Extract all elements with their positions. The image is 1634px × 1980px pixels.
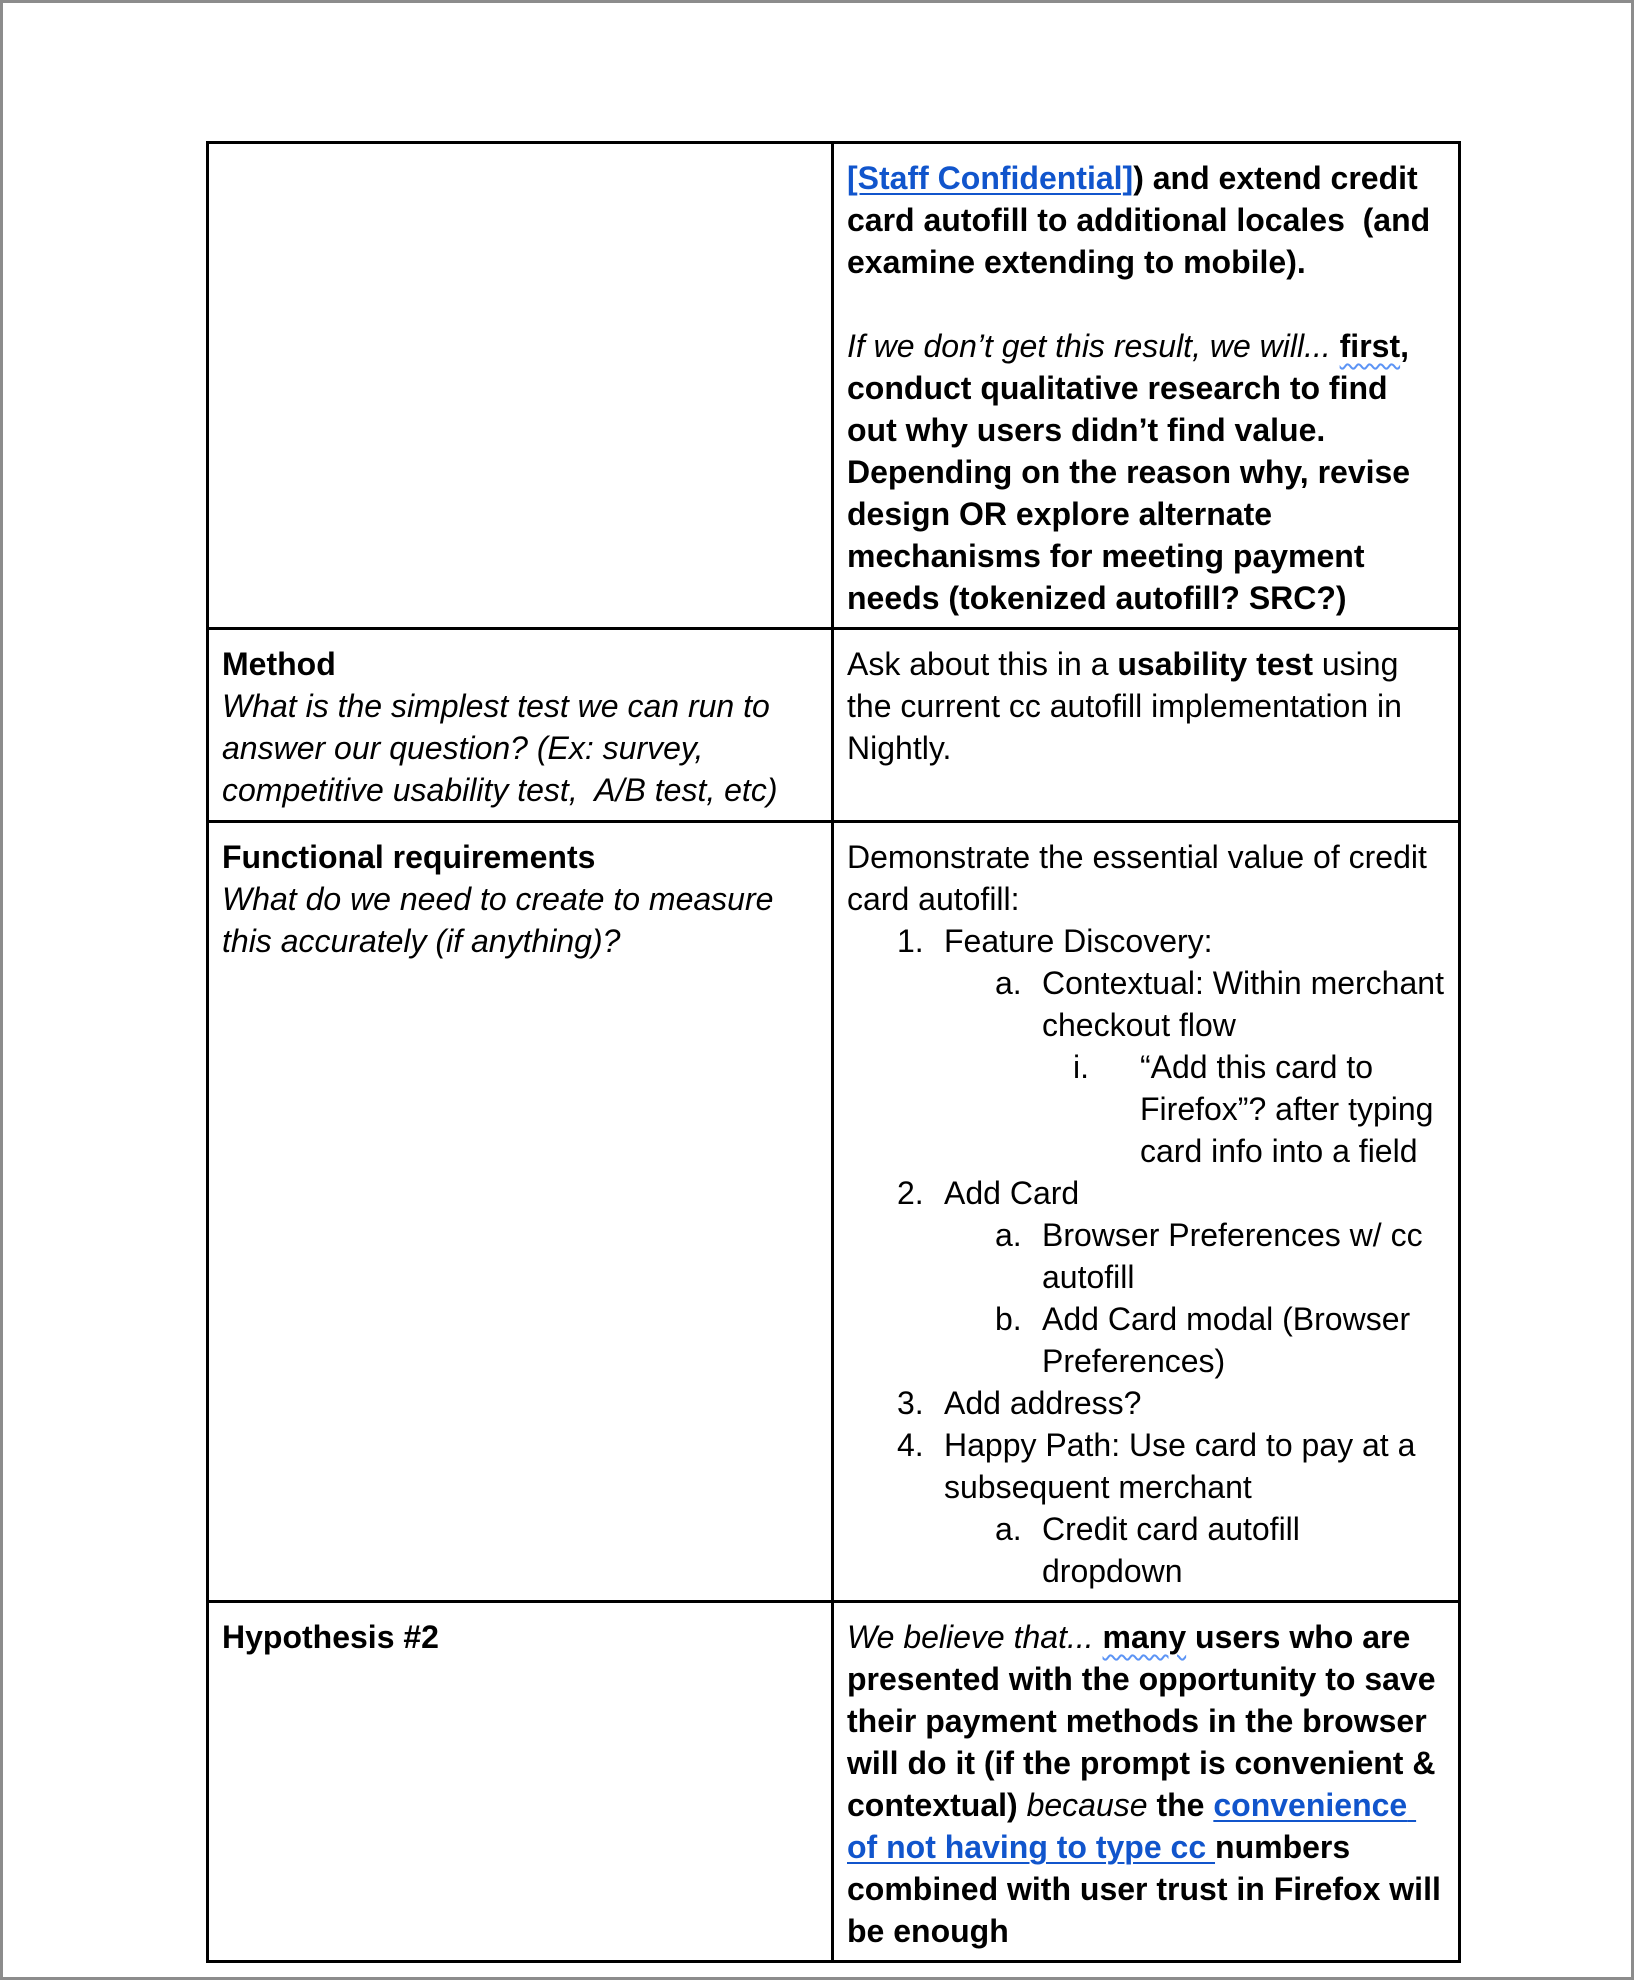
hypothesis2-reason-text: numbers combined with user trust in Firefox will be enough — [847, 1829, 1450, 1949]
method-title: Method — [222, 646, 336, 682]
hypothesis2-value-cell — [833, 1602, 1460, 1962]
table-row-method — [208, 629, 1460, 822]
list-item — [847, 1298, 1444, 1382]
list-item-text: Browser Preferences w/ cc autofill — [1042, 1217, 1432, 1295]
hypothesis2-statement-paragraph — [847, 1616, 1450, 1952]
method-description: What is the simplest test we can run to answer our question? (Ex: survey, competitive usability test, A/B test, etc) — [222, 688, 779, 808]
list-marker: 2. — [897, 1175, 924, 1211]
hypothesis2-the-text: the — [1147, 1787, 1214, 1823]
list-marker: b. — [995, 1301, 1022, 1337]
method-answer-post: using the current cc autofill implementation in Nightly. — [847, 646, 1411, 766]
hypothesis-table — [206, 141, 1461, 1963]
requirements-intro: Demonstrate the essential value of credit card autofill: — [847, 839, 1436, 917]
list-item-text: Happy Path: Use card to pay at a subsequent merchant — [944, 1427, 1425, 1505]
list-item-text: Add address? — [944, 1385, 1142, 1421]
hypothesis1-result-text: ) and extend credit card autofill to additional locales (and examine extending to mobile). — [847, 160, 1440, 280]
list-item — [847, 1508, 1444, 1592]
blank-line — [847, 283, 1444, 325]
list-marker: i. — [1073, 1049, 1089, 1085]
functional-requirements-value-cell — [833, 822, 1460, 1602]
list-marker: a. — [995, 1511, 1022, 1547]
list-item-text: “Add this card to Firefox”? after typing card info into a field — [1140, 1049, 1443, 1169]
functional-requirements-title: Functional requirements — [222, 839, 596, 875]
list-item — [847, 1214, 1444, 1298]
misspelled-word-first: first — [1339, 328, 1401, 364]
table-row-functional-requirements — [208, 822, 1460, 1602]
list-marker: a. — [995, 965, 1022, 1001]
fallback-plan-text: , conduct qualitative research to find out why users didn’t find value. Depending on the reason why, revise design OR explore alternate mechanisms for meeting payment needs (tokenized autofill? SRC?) — [847, 328, 1419, 616]
row1-left-cell-empty — [208, 143, 833, 629]
we-believe-that-prompt-text: We believe that... — [847, 1619, 1103, 1655]
list-marker: 1. — [897, 923, 924, 959]
method-label-cell — [208, 629, 833, 822]
list-item — [847, 920, 1444, 962]
list-item — [847, 1046, 1444, 1172]
list-marker: 4. — [897, 1427, 924, 1463]
table-row-hypothesis1-continuation — [208, 143, 1460, 629]
list-item-text: Add Card — [944, 1175, 1080, 1211]
hypothesis1-fallback-paragraph — [847, 325, 1444, 619]
list-marker: a. — [995, 1217, 1022, 1253]
if-not-result-prompt-text: If we don’t get this result, we will... — [847, 328, 1340, 364]
misspelled-word-many: many — [1102, 1619, 1187, 1655]
hypothesis2-belief-text: users who are presented with the opportunity to save their payment methods in the browser will do it (if the prompt is convenient & contextual) — [847, 1619, 1445, 1823]
functional-requirements-description: What do we need to create to measure this accurately (if anything)? — [222, 881, 783, 959]
list-marker: 3. — [897, 1385, 924, 1421]
hypothesis1-result-paragraph — [847, 157, 1444, 283]
list-item — [847, 1424, 1444, 1508]
list-item-text: Credit card autofill dropdown — [1042, 1511, 1309, 1589]
because-prompt-text: because — [1026, 1787, 1148, 1823]
list-item — [847, 962, 1453, 1046]
row1-right-cell — [833, 143, 1460, 629]
method-value-cell — [833, 629, 1460, 822]
hypothesis2-label-cell — [208, 1602, 833, 1962]
list-item-text: Feature Discovery: — [944, 923, 1213, 959]
hypothesis2-title: Hypothesis #2 — [222, 1619, 439, 1655]
method-answer-paragraph — [847, 643, 1444, 769]
list-item — [847, 1382, 1444, 1424]
functional-requirements-label-cell — [208, 822, 833, 1602]
convenience-link[interactable]: convenience of not having to type cc — [847, 1787, 1417, 1865]
list-item-text: Contextual: Within merchant checkout flow — [1042, 965, 1453, 1043]
table-row-hypothesis2 — [208, 1602, 1460, 1962]
staff-confidential-link[interactable]: [Staff Confidential] — [847, 160, 1134, 196]
list-item-text: Add Card modal (Browser Preferences) — [1042, 1301, 1420, 1379]
method-answer-pre: Ask about this in a — [847, 646, 1118, 682]
usability-test-bold: usability test — [1117, 646, 1313, 682]
list-item — [847, 1172, 1444, 1214]
